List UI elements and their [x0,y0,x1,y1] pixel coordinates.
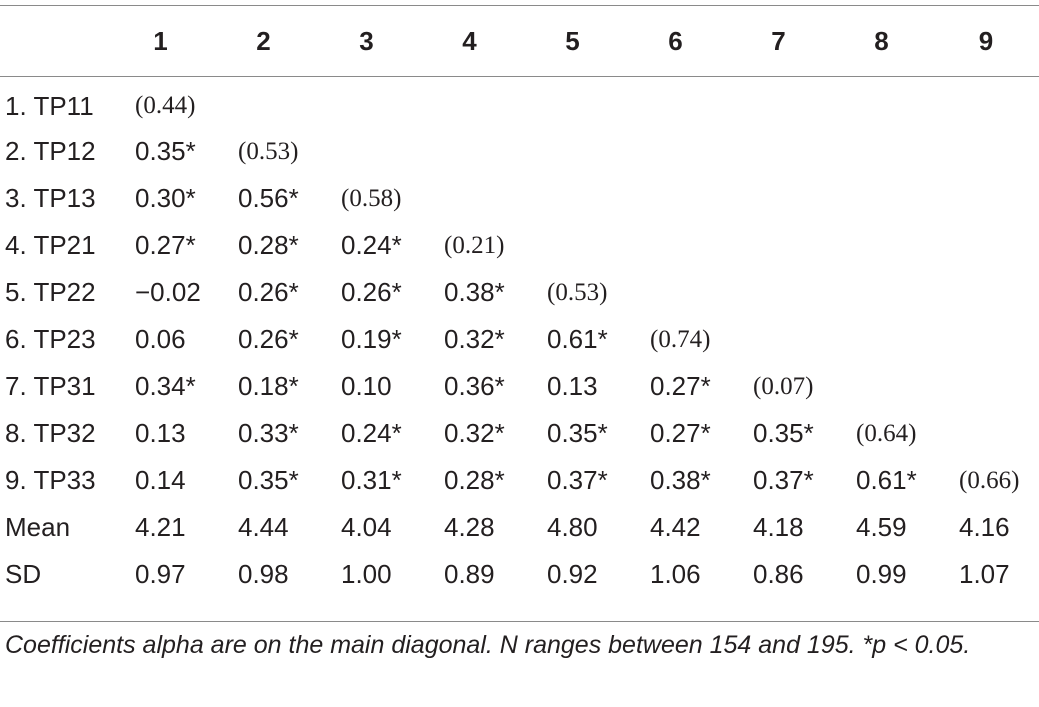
table-cell: 0.33* [238,418,299,448]
table-cell: 0.37* [753,465,814,495]
alpha-cell: (0.07) [753,372,814,400]
table-cell [830,76,933,128]
table-cell [624,222,727,269]
table-cell: 0.35* [238,465,299,495]
row-label: 5. TP22 [5,277,96,307]
table-cell: 0.32* [444,324,505,354]
alpha-cell: (0.64) [856,419,917,447]
table-cell: 0.97 [135,559,186,589]
table-cell [933,363,1039,410]
table-cell [418,175,521,222]
table-row [0,410,1039,457]
table-row [0,76,1039,128]
table-cell [521,128,624,175]
table-row [0,128,1039,175]
table-cell: 0.18* [238,371,299,401]
table-body [0,76,1039,598]
table-cell: 0.32* [444,418,505,448]
table-cell: 0.26* [238,277,299,307]
table-cell [521,76,624,128]
table-cell: 4.42 [650,512,701,542]
table-header-row [0,6,1039,76]
table-cell [624,76,727,128]
table-cell: 0.35* [135,136,196,166]
column-header-1: 1 [153,25,168,56]
table-cell: 0.86 [753,559,804,589]
table-cell: 0.27* [135,230,196,260]
table-cell: 1.07 [959,559,1010,589]
table-cell [315,76,418,128]
table-cell [624,269,727,316]
table-cell [830,175,933,222]
table-bottom-rule [0,621,1039,622]
alpha-cell: (0.58) [341,184,402,212]
table-cell: 0.19* [341,324,402,354]
alpha-cell: (0.66) [959,466,1020,494]
row-label: 2. TP12 [5,136,96,166]
table-cell [624,128,727,175]
table-cell: 4.21 [135,512,186,542]
column-header-5: 5 [565,25,580,56]
table-cell: 0.98 [238,559,289,589]
table-cell [212,76,315,128]
table-cell: 0.13 [547,371,598,401]
table-cell: 0.14 [135,465,186,495]
table-row [0,222,1039,269]
table-cell [418,76,521,128]
table-cell: 1.00 [341,559,392,589]
correlation-table [0,6,1039,598]
table-cell: 0.10 [341,371,392,401]
table-cell [727,269,830,316]
table-cell: 4.16 [959,512,1010,542]
row-label: 7. TP31 [5,371,96,401]
column-header-3: 3 [359,25,374,56]
table-row [0,363,1039,410]
header-cell-blank [0,6,109,76]
table-cell: −0.02 [135,277,201,307]
table-cell [727,175,830,222]
table-cell [830,316,933,363]
table-cell [933,175,1039,222]
row-label: SD [5,559,42,589]
table-cell: 0.28* [238,230,299,260]
table-cell: 0.37* [547,465,608,495]
table-cell: 4.18 [753,512,804,542]
table-cell: 4.59 [856,512,907,542]
table-cell [933,128,1039,175]
row-label: 3. TP13 [5,183,96,213]
table-cell: 0.26* [341,277,402,307]
row-label: 1. TP11 [5,90,94,121]
table-cell: 4.44 [238,512,289,542]
table-cell: 0.24* [341,230,402,260]
table-row [0,175,1039,222]
table-cell [521,222,624,269]
table-cell: 0.61* [856,465,917,495]
table-cell [830,363,933,410]
table-cell [933,222,1039,269]
table-cell [933,316,1039,363]
column-header-7: 7 [771,25,786,56]
table-row [0,504,1039,551]
table-cell [830,269,933,316]
column-header-6: 6 [668,25,683,56]
table-cell: 0.38* [444,277,505,307]
alpha-cell: (0.44) [135,92,196,119]
table-cell: 0.38* [650,465,711,495]
table-cell: 0.92 [547,559,598,589]
table-cell: 0.13 [135,418,186,448]
table-row [0,551,1039,598]
row-label: 9. TP33 [5,465,96,495]
column-header-8: 8 [874,25,889,56]
table-cell [624,175,727,222]
table-row [0,457,1039,504]
table-cell: 0.35* [547,418,608,448]
alpha-cell: (0.21) [444,231,505,259]
table-cell [727,222,830,269]
table-cell [830,222,933,269]
table-cell: 0.34* [135,371,196,401]
table-cell: 0.36* [444,371,505,401]
table-cell: 4.80 [547,512,598,542]
table-cell: 0.27* [650,418,711,448]
table-row [0,269,1039,316]
table-cell: 0.24* [341,418,402,448]
table-cell [727,316,830,363]
table-cell [933,410,1039,457]
table-cell: 0.99 [856,559,907,589]
row-label: Mean [5,512,71,542]
table-cell: 0.28* [444,465,505,495]
table-cell: 0.06 [135,324,186,354]
table-cell [727,128,830,175]
table-cell [521,175,624,222]
table-cell [933,269,1039,316]
table-cell: 0.30* [135,183,196,213]
table-cell [933,76,1039,128]
table-cell: 0.26* [238,324,299,354]
table-cell: 1.06 [650,559,701,589]
table-row [0,316,1039,363]
row-label: 6. TP23 [5,324,96,354]
table-cell: 0.61* [547,324,608,354]
table-cell: 4.28 [444,512,495,542]
table-cell [315,128,418,175]
alpha-cell: (0.74) [650,325,711,353]
table-cell: 0.56* [238,183,299,213]
table-cell: 0.35* [753,418,814,448]
alpha-cell: (0.53) [547,278,608,306]
table-cell: 0.31* [341,465,402,495]
column-header-2: 2 [256,25,271,56]
table-cell: 0.27* [650,371,711,401]
column-header-9: 9 [978,25,994,56]
column-header-4: 4 [462,25,477,56]
table-note: Coefficients alpha are on the main diagonal. N ranges between 154 and 195. *p < 0.05. [5,631,971,659]
table-cell: 0.89 [444,559,495,589]
alpha-cell: (0.53) [238,137,299,165]
table-cell [418,128,521,175]
table-cell [727,76,830,128]
table-cell [830,128,933,175]
table-cell: 4.04 [341,512,392,542]
row-label: 4. TP21 [5,230,96,260]
row-label: 8. TP32 [5,418,96,448]
